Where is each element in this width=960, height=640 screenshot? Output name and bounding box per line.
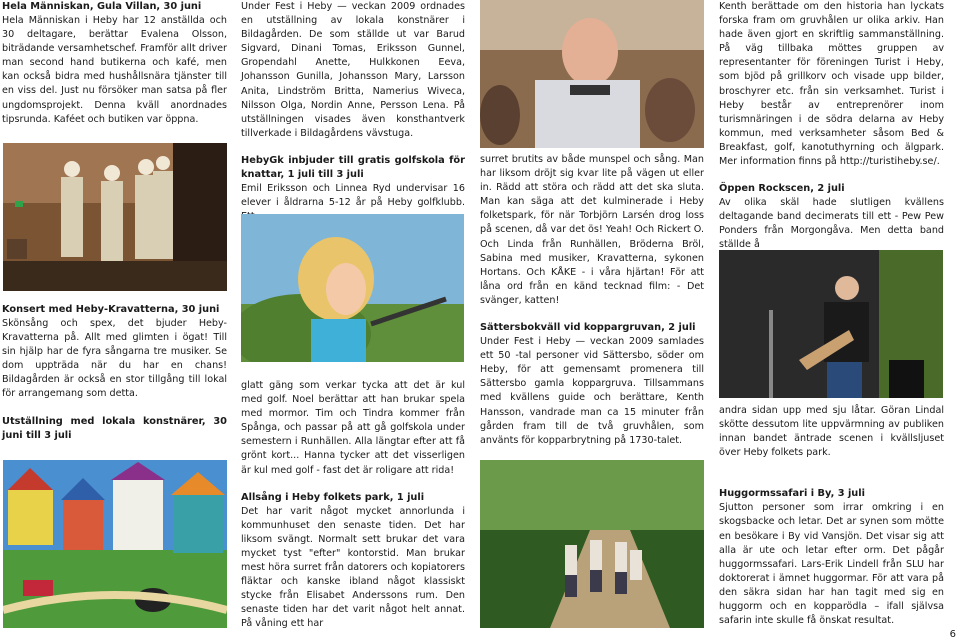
text-konsert: Skönsång och spex, det bjuder Heby-Kravatterna på. Allt med glimten i ögat! Till sin hjälp har de fyra sångarna tre musiker. Se dom uppträda när du har en chans! Bildagården är också en stor tillgång till lokal för arrangemang som detta. <box>2 318 227 400</box>
painting-colorful-village <box>3 460 227 628</box>
heading-hela-manniskan: Hela Människan, Gula Villan, 30 juni <box>2 1 202 12</box>
text-allsang-cont: surret brutits av både munspel och sång. Man har liksom dröjt sig kvar lite på vägen ut eller in. Rädd att störa och rädd att det ska sluta. Man kan säga att det kulminerade i Heby folketspark, för när Torbjörn Larsén drog loss på scenen, då var det ös! Yeah! Och Rickert O. Och Linda från Runhällen, Bröderna Bröl, Sabina med musiker, Kravatterna, sykonen Hortans. Och KÅKE - i våra hjärtan! För att låna ord från en känd tecknad film: - Det svänger, katten! <box>480 154 704 306</box>
photo-kravatterna-stage <box>3 143 227 291</box>
column-1 <box>2 0 227 127</box>
column-4 <box>719 0 944 253</box>
text-sattersbo: Under Fest i Heby — veckan 2009 samlades ett 50 -tal personer vid Sättersbo, söder om Heby, för att gemensamt promenera till Sättersbo gamla koppargruva. Tillsammans med kvällens guide och berättare, Kenth Hansson, vandrade man ca 15 minuter från gården fram till de två gruvhålen, som använts för kopparbrytning på 1730-talet. <box>480 336 704 446</box>
photo-forest-walk <box>480 460 704 628</box>
text-utstallning: Under Fest i Heby — veckan 2009 ordnades en utställning av lokala konstnärer i Bildagården. De som ställde ut var Barud Sigvard, Dinani Tomas, Eriksson Gunnel, Gropendahl Anette, Hulkkonen Eeva, Johansson Gunilla, Johansson Mary, Larsson Anita, Lindström Britta, Namerius Wiveca, Nilsson Olga, Nordin Anne, Persson Lena. På utställningen visades även konsthantverk tillverkade i Bildagårdens vävstuga. <box>241 1 465 139</box>
heading-allsang: Allsång i Heby folkets park, 1 juli <box>241 491 425 503</box>
text-hela-manniskan: Hela Människan i Heby har 12 anställda och 30 deltagare, berättar Evalena Olsson, biträdande versamhetschef. Framför allt driver man second hand butikerna och kafé, men kan också bidra med hushållsnära tjänster till en viss del. Just nu försöker man satsa på fler ungdomsprojekt. Denna kväll anordnades tipsrunda. Kaféet och butiken var öppna. <box>2 15 227 125</box>
text-huggormssafari: Sjutton personer som irrar omkring i en skogsbacke och letar. Det ar synen som mötte en besökare i By vid Vansjön. Det visar sig att alla är ute och letar efter orm. Det pågår huggormssafari. Lars-Erik Lindell från SLU har doktorerat i ämnet huggormar. För att vara på den säkra sidan har han tagit med sig en huggorm och en kopparödla – ifall självsa safarin inte skulle få önskat resultat. <box>719 502 944 627</box>
column-2 <box>241 0 465 224</box>
heading-rockscen: Öppen Rockscen, 2 juli <box>719 183 845 195</box>
text-kenth: Kenth berättade om den historia han lyckats forska fram om gruvhålen ur olika arkiv. Han hade även gjort en skriftlig sammanställning. På väg tillbaka möttes gruppen av representanter för föreningen Turist i Heby, som bjöd på grillkorv och visade upp bilder, broschyrer etc. från sin verksamhet. Turist i Heby består av entreprenörer inom turismnäringen i de södra delarna av Heby kommun, med verksamheter såsom Bed & Breakfast, golf, kanotuthyrning och älgpark. Mer information finns på http://turistiheby.se/. <box>719 1 944 168</box>
heading-huggormssafari: Huggormssafari i By, 3 juli <box>719 488 865 500</box>
heading-konsert: Konsert med Heby-Kravatterna, 30 juni <box>2 304 220 315</box>
text-golfskola: Emil Eriksson och Linnea Ryd undervisar 16 elever i åldrarna 5-12 år på Heby golfklubb. <box>241 182 465 209</box>
column-3 <box>480 153 704 448</box>
text-rockscen-cont: andra sidan upp med sju låtar. Göran Lindal skötte dessutom lite uppvärmning av publiken innan bandet äntrade scenen i kvällsljuset över Heby folkets park. <box>719 405 944 459</box>
photo-harmonica-player <box>480 0 704 148</box>
heading-golfskola: HebyGk inbjuder till gratis golfskola för knattar, 1 juli till 3 juli <box>241 154 465 180</box>
column-2-lower <box>241 379 465 632</box>
heading-sattersbo: Sättersbokväll vid koppargruvan, 2 juli <box>480 322 696 334</box>
text-rockscen: Av olika skäl hade slutligen kvällens deltagande band decimerats till ett - Pew Pew Ponders från Morgongåva. Men detta band ställde å <box>719 197 944 251</box>
column-4-lower <box>719 404 944 628</box>
photo-golf-girl <box>241 214 464 362</box>
page-number: 6 <box>949 629 956 640</box>
photo-guitarist <box>719 250 943 398</box>
text-allsang: Det har varit något mycket annorlunda i kommunhuset den senaste tiden. Det har liksom svängt. Normalt sett brukar det vara mycket tyst "efter" kontorstid. Man brukar mest höra surret från datorers och kopiatorers fläktar och kanske ibland något klassiskt stycke från Elisabet Anderssons rum. Den senaste tiden har det varit något helt annat. På våning ett har <box>241 505 465 630</box>
text-golfskola-cont: glatt gäng som verkar tycka att det är kul med golf. Noel berättar att han brukar spela med mormor. Tim och Tindra kommer från Spånga, och passar på att gå golfskola under semestern i Runhällen. Alla längtar efter att få grönt kort... Hanna tycker att det visserligen är kul med golf - fast det är roligare att rida! <box>241 380 465 476</box>
column-1-lower <box>2 303 227 443</box>
heading-utstallning: Utställning med lokala konstnärer, 30 juni till 3 juli <box>2 415 227 441</box>
